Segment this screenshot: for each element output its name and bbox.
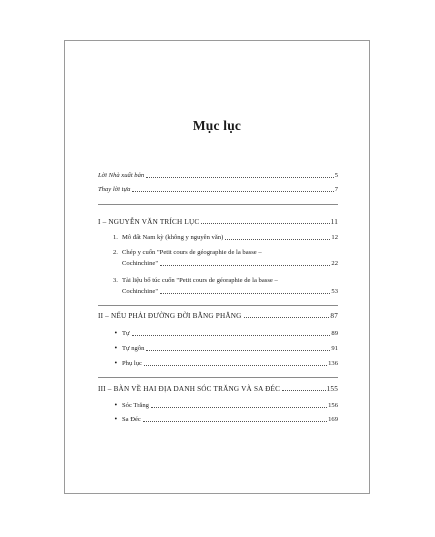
toc-entry-front[interactable]	[98, 186, 338, 194]
dot-leader	[132, 191, 333, 192]
toc-section-heading[interactable]	[98, 385, 338, 393]
section-page: 87	[330, 312, 338, 320]
entry-label: Lời Nhà xuất bản	[98, 172, 145, 179]
dot-leader	[151, 407, 327, 408]
dot-leader	[201, 223, 329, 224]
entry-label: Sa Đéc	[122, 416, 141, 423]
entry-label: Tự	[122, 330, 130, 337]
entry-label: Cochinchine"	[122, 260, 159, 267]
section-divider	[98, 377, 338, 378]
entry-label-line: Tài liệu bổ túc cuốn "Petit cours de géoraphie de la basse –	[122, 277, 278, 284]
entry-page: 91	[331, 345, 338, 352]
entry-page: 156	[328, 402, 338, 409]
dot-leader	[160, 293, 330, 294]
entry-page: 12	[331, 234, 338, 241]
entry-label: Phụ lục	[122, 360, 142, 367]
dot-leader	[160, 265, 330, 266]
dot-leader	[144, 365, 327, 366]
toc-entry[interactable]	[122, 234, 338, 242]
dot-leader	[146, 350, 330, 351]
toc-entry[interactable]	[122, 330, 338, 338]
bullet-marker: •	[114, 345, 118, 352]
entry-page: 22	[331, 260, 338, 267]
section-title: II – NẾU PHẢI ĐƯỜNG ĐỜI BẰNG PHẲNG	[98, 312, 242, 320]
section-title: III – BÀN VỀ HAI ĐỊA DANH SÓC TRĂNG VÀ SA ĐÉC	[98, 385, 281, 393]
entry-page: 5	[334, 172, 338, 179]
dot-leader	[244, 317, 330, 318]
item-number: 3.	[113, 277, 118, 284]
dot-leader	[282, 390, 326, 391]
section-page: 155	[326, 385, 338, 393]
section-divider	[98, 204, 338, 205]
dot-leader	[132, 335, 331, 336]
bullet-marker: •	[114, 330, 118, 337]
entry-page: 136	[328, 360, 338, 367]
entry-label: Cochinchine"	[122, 288, 159, 295]
book-page	[64, 40, 370, 494]
toc-entry[interactable]	[122, 288, 338, 296]
entry-label: Mô đất Nam kỳ (không y nguyên văn)	[122, 234, 224, 241]
entry-label: Thay lời tựa	[98, 186, 131, 193]
toc-entry-front[interactable]	[98, 172, 338, 180]
entry-page: 169	[328, 416, 338, 423]
bullet-marker: •	[114, 416, 118, 423]
section-divider	[98, 305, 338, 306]
entry-page: 89	[331, 330, 338, 337]
entry-label: Sóc Trăng	[122, 402, 149, 409]
entry-page: 7	[334, 186, 338, 193]
section-page: 11	[330, 218, 338, 226]
item-number: 1.	[113, 234, 118, 241]
bullet-marker: •	[114, 402, 118, 409]
bullet-marker: •	[114, 360, 118, 367]
dot-leader	[146, 177, 334, 178]
toc-entry[interactable]	[122, 260, 338, 268]
toc-entry[interactable]	[122, 402, 338, 410]
entry-label: Tự ngôn	[122, 345, 145, 352]
entry-label-line: Chép y cuốn "Petit cours de géographie de la basse –	[122, 249, 262, 256]
item-number: 2.	[113, 249, 118, 256]
toc-section-heading[interactable]	[98, 312, 338, 320]
toc-entry[interactable]	[122, 416, 338, 424]
toc-entry[interactable]	[122, 345, 338, 353]
toc-entry[interactable]	[122, 360, 338, 368]
toc-section-heading[interactable]	[98, 218, 338, 226]
section-title: I – NGUYỄN VĂN TRÍCH LỤC	[98, 218, 200, 226]
dot-leader	[225, 239, 330, 240]
page-title: Mục lục	[192, 118, 242, 133]
dot-leader	[143, 421, 327, 422]
entry-page: 53	[331, 288, 338, 295]
